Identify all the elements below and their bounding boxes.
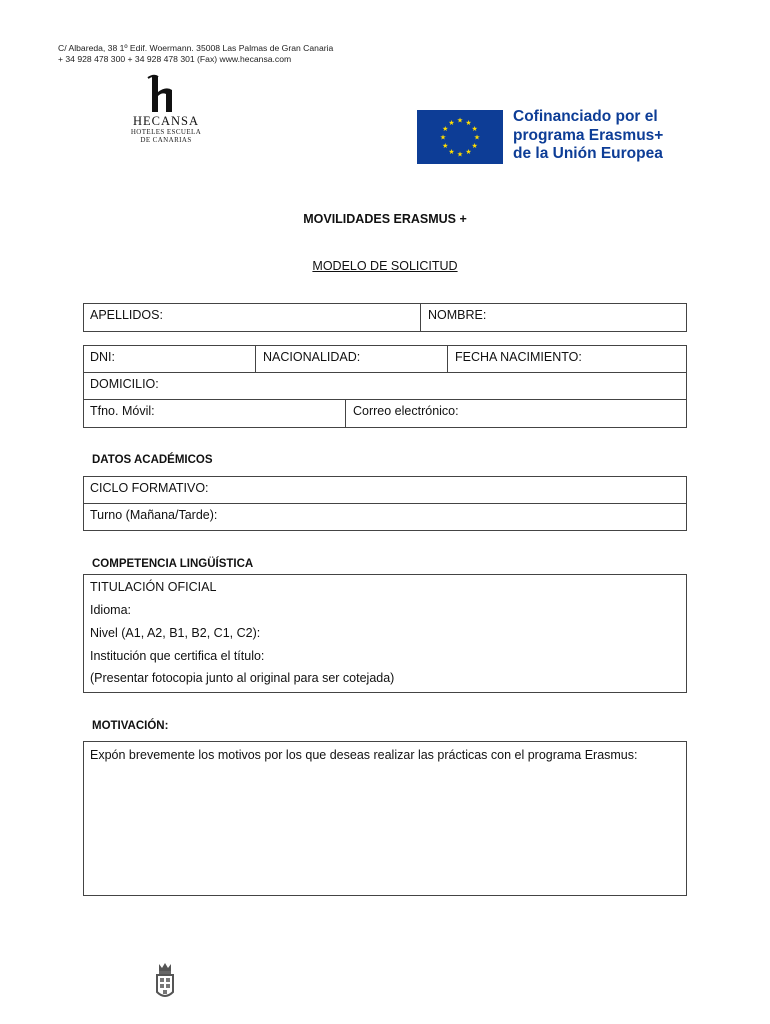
eu-star: ★ — [439, 134, 447, 142]
eu-star: ★ — [471, 126, 478, 133]
eu-cofinanced-text — [513, 108, 663, 164]
eu-star: ★ — [456, 117, 464, 125]
dni-field[interactable]: DNI: — [90, 350, 115, 364]
eu-star: ★ — [442, 126, 449, 133]
hecansa-subtitle — [118, 129, 214, 144]
hecansa-h-icon — [146, 74, 180, 114]
motivation-prompt: Expón brevemente los motivos por los que deseas realizar las prácticas con el programa Erasmus: — [90, 748, 638, 762]
language-heading: COMPETENCIA LINGÜÍSTICA — [92, 558, 254, 570]
institucion-field[interactable]: Institución que certifica el título: — [90, 649, 265, 663]
eu-star: ★ — [448, 119, 455, 127]
movil-field[interactable]: Tfno. Móvil: — [90, 404, 155, 418]
turno-field[interactable]: Turno (Mañana/Tarde): — [90, 508, 218, 522]
hecansa-subtitle-2: DE CANARIAS — [140, 135, 192, 144]
address-line-1: C/ Albareda, 38 1º Edif. Woermann. 35008 Las Palmas de Gran Canaria — [58, 43, 334, 53]
nombre-field[interactable]: NOMBRE: — [428, 308, 487, 322]
eu-text-line-3: de la Unión Europea — [513, 145, 663, 162]
eu-star: ★ — [456, 151, 464, 159]
titulacion-label: TITULACIÓN OFICIAL — [90, 580, 217, 594]
idioma-field[interactable]: Idioma: — [90, 603, 131, 617]
domicilio-field[interactable]: DOMICILIO: — [90, 377, 159, 391]
fecha-nacimiento-field[interactable]: FECHA NACIMIENTO: — [455, 350, 582, 364]
eu-flag-icon — [417, 110, 503, 164]
eu-star: ★ — [473, 134, 481, 142]
eu-star: ★ — [471, 143, 478, 150]
eu-text-line-1: Cofinanciado por el — [513, 108, 658, 125]
motivation-box[interactable] — [83, 741, 687, 896]
address-line-2: + 34 928 478 300 + 34 928 478 301 (Fax) www.hecansa.com — [58, 53, 292, 64]
eu-star: ★ — [465, 149, 472, 157]
academic-heading: DATOS ACADÉMICOS — [92, 454, 213, 466]
header-address — [58, 43, 333, 64]
apellidos-field[interactable]: APELLIDOS: — [90, 308, 163, 322]
ciclo-field[interactable]: CICLO FORMATIVO: — [90, 481, 209, 495]
hecansa-subtitle-1: HOTELES ESCUELA — [130, 128, 202, 136]
hecansa-name: HECANSA — [132, 114, 200, 128]
eu-star: ★ — [465, 119, 472, 127]
coat-of-arms-icon — [150, 962, 180, 1002]
fotocopia-note: (Presentar fotocopia junto al original para ser cotejada) — [90, 671, 395, 685]
motivation-heading: MOTIVACIÓN: — [92, 720, 169, 732]
subtitle-text: MODELO DE SOLICITUD — [312, 259, 458, 273]
eu-star: ★ — [442, 143, 449, 150]
page-title: MOVILIDADES ERASMUS + — [303, 212, 467, 226]
nivel-field[interactable]: Nivel (A1, A2, B1, B2, C1, C2): — [90, 626, 261, 640]
eu-star: ★ — [448, 149, 455, 157]
page-subtitle — [0, 259, 770, 273]
eu-text-line-2: programa Erasmus+ — [513, 126, 664, 144]
nacionalidad-field[interactable]: NACIONALIDAD: — [263, 350, 361, 364]
correo-field[interactable]: Correo electrónico: — [353, 404, 459, 418]
